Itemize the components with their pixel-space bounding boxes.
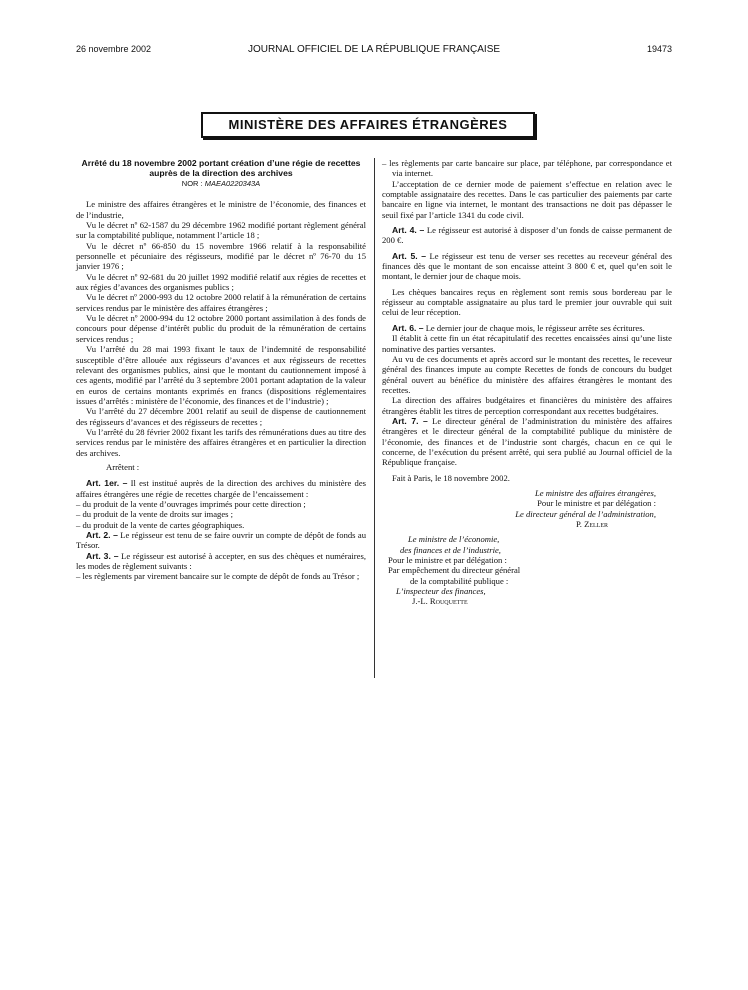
signature-line: Le ministre des affaires étrangères, <box>534 487 656 498</box>
visa-paragraph: Vu l’arrêté du 28 mai 1993 fixant le taux de l’indemnité de responsabilité susceptible d’être allouée aux régisseurs d’avances et aux régisseurs de recettes relevant des organismes publics, ainsi que le montant du cautionnement imposé à ces agents, modifié par l’arrêté du 3 septembre 2001 portant adaptation de la valeur en euros de certains montants exprimés en francs (dispositions réglementaires issues d’arrêtés : ministère de l’économie, des finances et de l’industrie) ; <box>76 344 366 406</box>
visa-paragraph: Vu le décret nº 2000-994 du 12 octobre 2000 portant assimilation à des fonds de concours pour dépense d’intérêt public du produit de la rémunération de certains services rendus ; <box>76 313 366 344</box>
article-7-label: Art. 7. – <box>392 415 428 426</box>
article-2 <box>76 530 366 551</box>
visa-paragraph: Vu le décret nº 66-850 du 15 novembre 1966 relatif à la responsabilité personnelle et pécuniaire des régisseurs, modifié par le décret nº 76-70 du 15 janvier 1976 ; <box>76 240 366 272</box>
nor-reference <box>76 179 366 189</box>
article-2-text: Le régisseur est tenu de se faire ouvrir un compte de dépôt de fonds au Trésor. <box>76 530 366 551</box>
preamble-paragraph: Le ministre des affaires étrangères et le ministre de l’économie, des finances et de l’industrie, <box>76 199 366 220</box>
ministry-heading: MINISTÈRE DES AFFAIRES ÉTRANGÈRES <box>201 112 535 138</box>
article-7-text: Le directeur général de l’administration du ministère des affaires étrangères et le directeur général de la comptabilité publique du ministère de l’économie, des finances et de l’industrie sont chargés, chacun en ce qui le concerne, de l’exécution du présent arrêté, qui sera publié au Journal officiel de la République française. <box>382 415 672 468</box>
right-column <box>382 158 672 607</box>
list-item: – du produit de la vente de cartes géographiques. <box>76 519 245 530</box>
signature-line: Pour le ministre et par délégation : <box>388 555 507 566</box>
signature-line: Le ministre de l’économie, <box>408 534 500 545</box>
body-paragraph: Les chèques bancaires reçus en règlement sont remis sous bordereau par le régisseur au comptable assignataire au plus tard le premier jour ouvrable qui suit celui de leur réception. <box>382 286 672 318</box>
header-date: 26 novembre 2002 <box>76 44 152 54</box>
article-1 <box>76 478 366 499</box>
body-paragraph: L’acceptation de ce dernier mode de paiement s’effectue en relation avec le comptable assignataire des recettes. Dans le cas particulier des paiements par carte bancaire en ligne via internet, le montant des transactions ne doit pas dépasser le seuil fixé par l’article 1341 du code civil. <box>382 178 672 220</box>
visa-paragraph: Vu l’arrêté du 27 décembre 2001 relatif au seuil de dispense de cautionnement des régisseurs d’avances et des régisseurs de recettes ; <box>76 406 366 427</box>
body-paragraph: La direction des affaires budgétaires et financières du ministère des affaires étrangères établit les titres de perception correspondant aux recettes budgétaires. <box>382 395 672 416</box>
body-paragraph: Au vu de ces documents et après accord sur le montant des recettes, le receveur général des finances impute au compte Recettes de fonds de concours du budget général ouvert au bénéfice du ministère des affaires étrangères le montant des recettes. <box>382 353 672 395</box>
left-column <box>76 158 366 582</box>
signature-line: Pour le ministre et par délégation : <box>537 498 656 509</box>
nor-value: MAEA0220343A <box>204 179 261 188</box>
article-4 <box>382 225 672 246</box>
visa-paragraph: Vu le décret nº 92-681 du 20 juillet 1992 modifié relatif aux régies de recettes et aux régies d’avances des organismes publics ; <box>76 271 366 293</box>
article-5 <box>382 251 672 282</box>
list-item: – du produit de la vente d’ouvrages imprimés pour cette direction ; <box>76 498 306 509</box>
list-item: – du produit de la vente de droits sur images ; <box>76 509 234 520</box>
nor-label: NOR : <box>181 179 203 188</box>
list-item: – les règlements par virement bancaire sur le compte de dépôt de fonds au Trésor ; <box>76 571 360 582</box>
article-6-label: Art. 6. – <box>392 322 424 333</box>
article-3-label: Art. 3. – <box>86 550 119 561</box>
signature-date: Fait à Paris, le 18 novembre 2002. <box>392 472 510 483</box>
body-paragraph: Il établit à cette fin un état récapitulatif des recettes encaissées ainsi qu’une liste nominative des parties versantes. <box>382 333 672 354</box>
article-1-text: Il est institué auprès de la direction des archives du ministère des affaires étrangères une régie de recettes chargée de l’encaissement : <box>76 478 366 499</box>
article-7 <box>382 416 672 468</box>
arrete-title: Arrêté du 18 novembre 2002 portant création d’une régie de recettes auprès de la direction des archives <box>81 158 361 178</box>
visa-paragraph: Vu le décret nº 2000-993 du 12 octobre 2000 relatif à la rémunération de certains services rendus par le ministère des affaires étrangères ; <box>76 292 366 313</box>
signature-line: Par empêchement du directeur général <box>388 565 521 576</box>
signatory-name: J.-L. Rouquette <box>412 596 468 607</box>
article-4-text: Le régisseur est autorisé à disposer d’un fonds de caisse permanent de 200 €. <box>382 225 672 246</box>
visa-paragraph: Vu le décret nº 62-1587 du 29 décembre 1962 modifié portant règlement général sur la comptabilité publique, notamment l’article 18 ; <box>76 220 366 241</box>
column-divider <box>374 158 375 678</box>
signature-block-2 <box>382 534 672 606</box>
page-number: 19473 <box>646 44 672 54</box>
signature-block-1 <box>382 488 672 529</box>
article-2-label: Art. 2. – <box>86 530 118 540</box>
signatory-name: P. Zeller <box>575 519 608 529</box>
article-6 <box>382 323 672 333</box>
visa-paragraph: Vu l’arrêté du 28 février 2002 fixant les tarifs des rémunérations dues au titre des services rendus par le ministère des affaires étrangères et en particulier la direction des archives. <box>76 426 366 458</box>
article-3-text: Le régisseur est autorisé à accepter, en sus des chèques et numéraires, les modes de règlement suivants : <box>76 550 366 572</box>
list-item: – les règlements par carte bancaire sur place, par téléphone, par correspondance et via internet. <box>382 158 672 179</box>
signature-line: de la comptabilité publique : <box>410 575 509 586</box>
signature-line: Le directeur général de l’administration, <box>515 508 656 519</box>
signature-line: L’inspecteur des finances, <box>396 586 486 597</box>
article-3 <box>76 551 366 572</box>
arretent-heading: Arrêtent : <box>106 461 140 472</box>
journal-title: JOURNAL OFFICIEL DE LA RÉPUBLIQUE FRANÇAISE <box>247 44 501 55</box>
article-5-text: Le régisseur est tenu de verser ses recettes au receveur général des finances dès que le montant de son encaisse atteint 3 800 € et, quel qu’en soit le montant, le dernier jour de chaque mois. <box>382 250 672 282</box>
article-4-label: Art. 4. – <box>392 225 425 236</box>
page-header <box>76 44 672 58</box>
article-1-label: Art. 1er. – <box>86 478 128 489</box>
article-6-text: Le dernier jour de chaque mois, le régisseur arrête ses écritures. <box>425 322 645 333</box>
article-5-label: Art. 5. – <box>392 250 427 261</box>
signature-line: des finances et de l’industrie, <box>400 544 501 555</box>
